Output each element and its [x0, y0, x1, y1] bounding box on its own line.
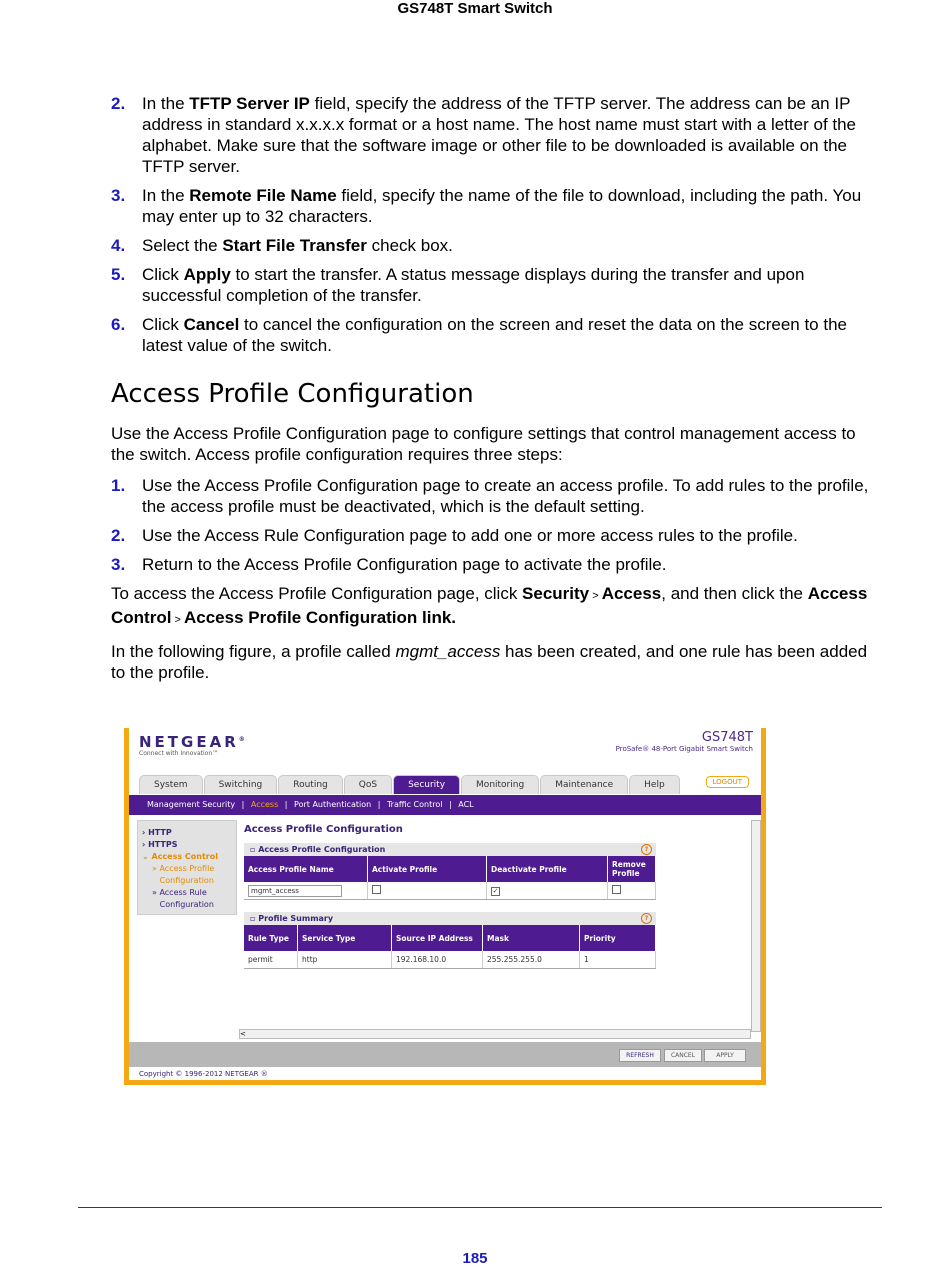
button-bar [129, 1042, 761, 1067]
page-title: Access Profile Configuration [244, 824, 403, 835]
ui-term: Apply [183, 265, 231, 284]
tab-routing[interactable]: Routing [278, 775, 343, 794]
nav-http[interactable]: › HTTP [142, 828, 172, 837]
main-tabs [139, 775, 681, 794]
list-item [111, 475, 881, 517]
step-text: Click [142, 315, 184, 334]
model-description: ProSafe® 48-Port Gigabit Smart Switch [615, 745, 753, 753]
step-number: 3. [111, 186, 126, 205]
copyright: Copyright © 1996-2012 NETGEAR ® [139, 1070, 268, 1078]
profile-name-input[interactable]: mgmt_access [248, 885, 342, 897]
step-text: In the [142, 186, 190, 205]
col-rule-type: Rule Type [244, 925, 298, 951]
cell-source-ip: 192.168.10.0 [392, 951, 483, 968]
subnav-separator: | [239, 800, 247, 809]
subnav-item[interactable]: Traffic Control [386, 800, 443, 809]
horizontal-scrollbar[interactable] [239, 1029, 751, 1039]
col-source-ip: Source IP Address [392, 925, 483, 951]
cell-priority: 1 [580, 951, 656, 968]
tab-system[interactable]: System [139, 775, 203, 794]
nav-https[interactable]: › HTTPS [142, 840, 178, 849]
col-activate: Activate Profile [368, 856, 487, 882]
col-mask: Mask [483, 925, 580, 951]
cancel-button[interactable]: CANCEL [664, 1049, 702, 1062]
cell-mask: 255.255.255.0 [483, 951, 580, 968]
col-priority: Priority [580, 925, 656, 951]
section-heading: Access Profile Configuration [111, 379, 474, 409]
tab-switching[interactable]: Switching [204, 775, 278, 794]
col-profile-name: Access Profile Name [244, 856, 368, 882]
ui-term: Access Control [111, 584, 868, 627]
left-navigation [137, 820, 237, 915]
text-run: To access the Access Profile Configuration page, click [111, 584, 523, 603]
subnav-item[interactable]: Management Security [147, 800, 236, 809]
tab-help[interactable]: Help [629, 775, 680, 794]
scroll-left-icon[interactable]: < [240, 1030, 246, 1038]
logout-button[interactable]: LOGOUT [706, 776, 750, 788]
tab-security[interactable]: Security [393, 775, 460, 794]
text-run: mgmt_access [395, 642, 501, 661]
list-item [111, 314, 881, 356]
footer-rule [78, 1207, 882, 1208]
access-profile-table [244, 856, 656, 899]
document-body [111, 93, 881, 693]
subnav-item[interactable]: ACL [458, 800, 474, 809]
nav-access-rule-config[interactable]: » Access Rule Configuration [152, 888, 214, 909]
step-number: 1. [111, 476, 126, 495]
step-text: Return to the Access Profile Configuration page to activate the profile. [142, 555, 667, 574]
page-number: 185 [462, 1250, 488, 1267]
ui-term: Access [601, 584, 662, 603]
step-text: field, specify the name of the file to download, including the path. You may enter up to 32 characters. [142, 186, 862, 226]
subnav-separator: | [282, 800, 291, 809]
apply-button[interactable]: APPLY [704, 1049, 746, 1062]
table-row [244, 951, 656, 968]
subnav-separator: | [375, 800, 383, 809]
step-text: Select the [142, 236, 223, 255]
help-icon[interactable]: ? [641, 913, 652, 924]
help-icon[interactable]: ? [641, 844, 652, 855]
nav-access-control[interactable]: ⌄ Access Control [142, 852, 218, 861]
nav-access-profile-config[interactable]: » Access Profile Configuration [152, 864, 215, 885]
step-number: 5. [111, 265, 126, 284]
profile-summary-table [244, 925, 656, 968]
separator: > [171, 614, 184, 626]
list-item [111, 235, 881, 256]
step-text: to cancel the configuration on the screen and reset the data on the screen to the latest value of the switch. [142, 315, 847, 355]
col-service-type: Service Type [298, 925, 392, 951]
table-row [244, 882, 656, 899]
section-intro: Use the Access Profile Configuration page to configure settings that control management access to the switch. Access profile configuration requires three steps: [111, 424, 856, 464]
cell-service-type: http [298, 951, 392, 968]
separator: > [589, 590, 602, 602]
ui-term: Access Profile Configuration link. [183, 608, 457, 627]
ui-term: Remote File Name [189, 186, 337, 205]
step-number: 6. [111, 315, 126, 334]
tab-qos[interactable]: QoS [344, 775, 392, 794]
list-item [111, 554, 881, 575]
step-text: Use the Access Rule Configuration page to add one or more access rules to the profile. [142, 526, 798, 545]
tftp-steps-list [111, 93, 881, 356]
list-item [111, 264, 881, 306]
ui-term: Cancel [183, 315, 240, 334]
step-number: 3. [111, 555, 126, 574]
ui-term: Start File Transfer [222, 236, 367, 255]
profile-summary-header: ▫ Profile Summary ? [244, 912, 656, 925]
list-item [111, 185, 881, 227]
col-remove: Remove Profile [608, 856, 656, 882]
model-name: GS748T [701, 730, 753, 745]
screenshot-figure [124, 728, 766, 1085]
deactivate-checkbox[interactable]: ✓ [492, 886, 499, 895]
col-deactivate: Deactivate Profile [487, 856, 608, 882]
netgear-logo: NETGEAR® [139, 733, 248, 751]
tab-monitoring[interactable]: Monitoring [461, 775, 539, 794]
activate-checkbox[interactable] [372, 885, 381, 894]
list-item [111, 93, 881, 177]
access-profile-box [244, 843, 656, 900]
subnav-separator: | [446, 800, 455, 809]
text-run: , and then click the [661, 584, 808, 603]
remove-checkbox[interactable] [612, 885, 621, 894]
figure-intro [111, 641, 881, 683]
refresh-button[interactable]: REFRESH [619, 1049, 661, 1062]
access-profile-steps-list [111, 475, 881, 575]
step-text: to start the transfer. A status message displays during the transfer and upon successful completion of the transfer. [142, 265, 805, 305]
access-profile-box-header: ▫ Access Profile Configuration ? [244, 843, 656, 856]
sub-navigation [129, 795, 761, 815]
vertical-scrollbar[interactable] [751, 820, 761, 1032]
tagline: Connect with Innovation™ [139, 750, 219, 757]
step-number: 2. [111, 94, 126, 113]
text-run: has been created, and one rule has been added to the profile. [111, 642, 868, 682]
step-text: field, specify the address of the TFTP server. The address can be an IP address in standard x.x.x.x format or a host name. The host name must start with a letter of the alphabet. Make sure that the software image or other file to be downloaded is available on the TFTP server. [142, 94, 857, 176]
subnav-item[interactable]: Access [250, 800, 279, 809]
main-panel [244, 820, 746, 1025]
text-run: In the following figure, a profile called [111, 642, 396, 661]
step-text: Click [142, 265, 184, 284]
cell-rule-type: permit [244, 951, 298, 968]
step-number: 4. [111, 236, 126, 255]
ui-term: Security [522, 584, 590, 603]
step-text: In the [142, 94, 190, 113]
step-text: Use the Access Profile Configuration page to create an access profile. To add rules to the profile, the access profile must be deactivated, which is the default setting. [142, 476, 869, 516]
step-number: 2. [111, 526, 126, 545]
running-header: GS748T Smart Switch [397, 0, 553, 17]
step-text: check box. [366, 236, 453, 255]
profile-summary-box [244, 912, 656, 969]
navigation-instructions [111, 583, 881, 631]
ui-term: TFTP Server IP [189, 94, 310, 113]
list-item [111, 525, 881, 546]
subnav-item[interactable]: Port Authentication [294, 800, 372, 809]
tab-maintenance[interactable]: Maintenance [540, 775, 628, 794]
